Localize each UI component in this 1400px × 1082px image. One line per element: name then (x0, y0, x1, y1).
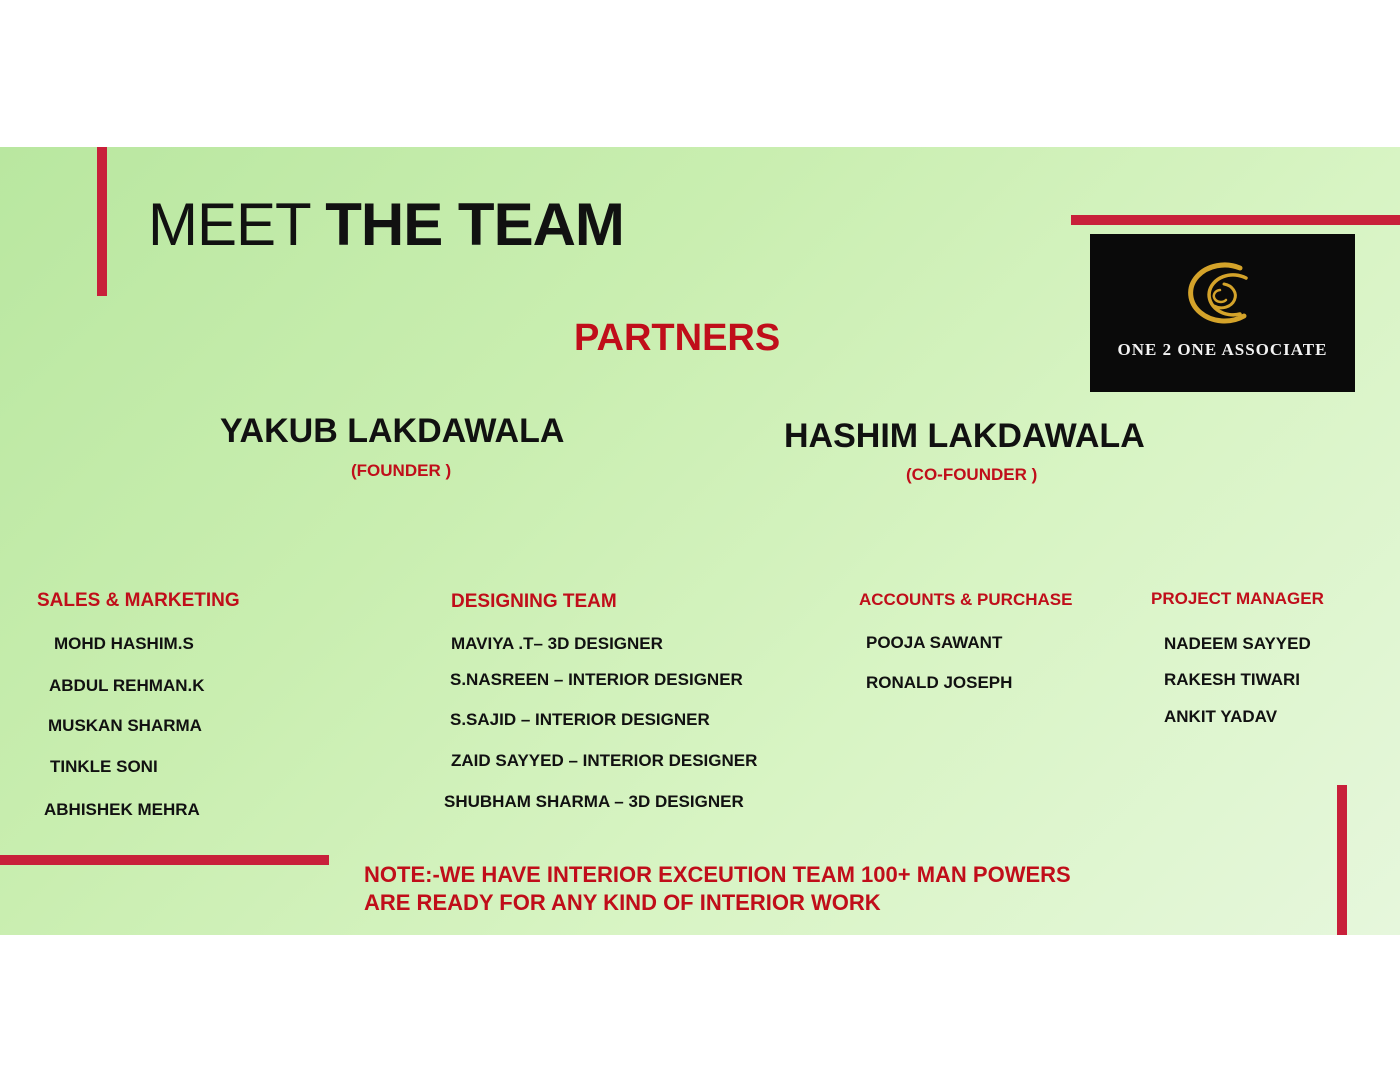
accent-bar-bottom-right-vertical (1337, 785, 1347, 935)
dept-heading-designing: DESIGNING TEAM (451, 591, 617, 612)
team-member: TINKLE SONI (50, 757, 158, 776)
partner-name: YAKUB LAKDAWALA (220, 412, 565, 450)
team-member: S.SAJID – INTERIOR DESIGNER (450, 710, 710, 729)
note-line-2: ARE READY FOR ANY KIND OF INTERIOR WORK (364, 890, 881, 915)
team-member: MUSKAN SHARMA (48, 716, 202, 735)
title-bold: THE TEAM (325, 191, 624, 258)
title-light: MEET (148, 191, 310, 258)
slide (0, 147, 1400, 935)
team-member: SHUBHAM SHARMA – 3D DESIGNER (444, 792, 744, 811)
note-line-1: NOTE:-WE HAVE INTERIOR EXCEUTION TEAM 100+ MAN POWERS (364, 862, 1071, 887)
team-member: RONALD JOSEPH (866, 673, 1013, 692)
team-member: ABHISHEK MEHRA (44, 800, 200, 819)
team-member: S.NASREEN – INTERIOR DESIGNER (450, 670, 743, 689)
logo-text: ONE 2 ONE ASSOCIATE (1117, 340, 1328, 359)
accent-bar-left-vertical (97, 147, 107, 296)
team-member: ANKIT YADAV (1164, 707, 1278, 726)
accent-bar-bottom-left (0, 855, 329, 865)
company-logo (1090, 234, 1355, 392)
team-member: POOJA SAWANT (866, 633, 1003, 652)
team-member: ABDUL REHMAN.K (49, 676, 205, 695)
note-text (364, 861, 1071, 917)
team-member: NADEEM SAYYED (1164, 634, 1311, 653)
page-title (148, 191, 624, 258)
team-member: RAKESH TIWARI (1164, 670, 1300, 689)
team-member: MAVIYA .T– 3D DESIGNER (451, 634, 663, 653)
partner-role: (FOUNDER ) (351, 461, 452, 480)
accent-bar-top-right (1071, 215, 1400, 225)
swirl-logo-icon (1170, 254, 1270, 334)
dept-heading-accounts: ACCOUNTS & PURCHASE (859, 590, 1073, 609)
team-member: MOHD HASHIM.S (54, 634, 194, 653)
partner-name: HASHIM LAKDAWALA (784, 417, 1145, 455)
dept-heading-project-manager: PROJECT MANAGER (1151, 589, 1324, 608)
dept-heading-sales: SALES & MARKETING (37, 590, 240, 611)
partner-role: (CO-FOUNDER ) (906, 465, 1038, 484)
team-member: ZAID SAYYED – INTERIOR DESIGNER (451, 751, 758, 770)
partners-heading: PARTNERS (574, 317, 781, 359)
